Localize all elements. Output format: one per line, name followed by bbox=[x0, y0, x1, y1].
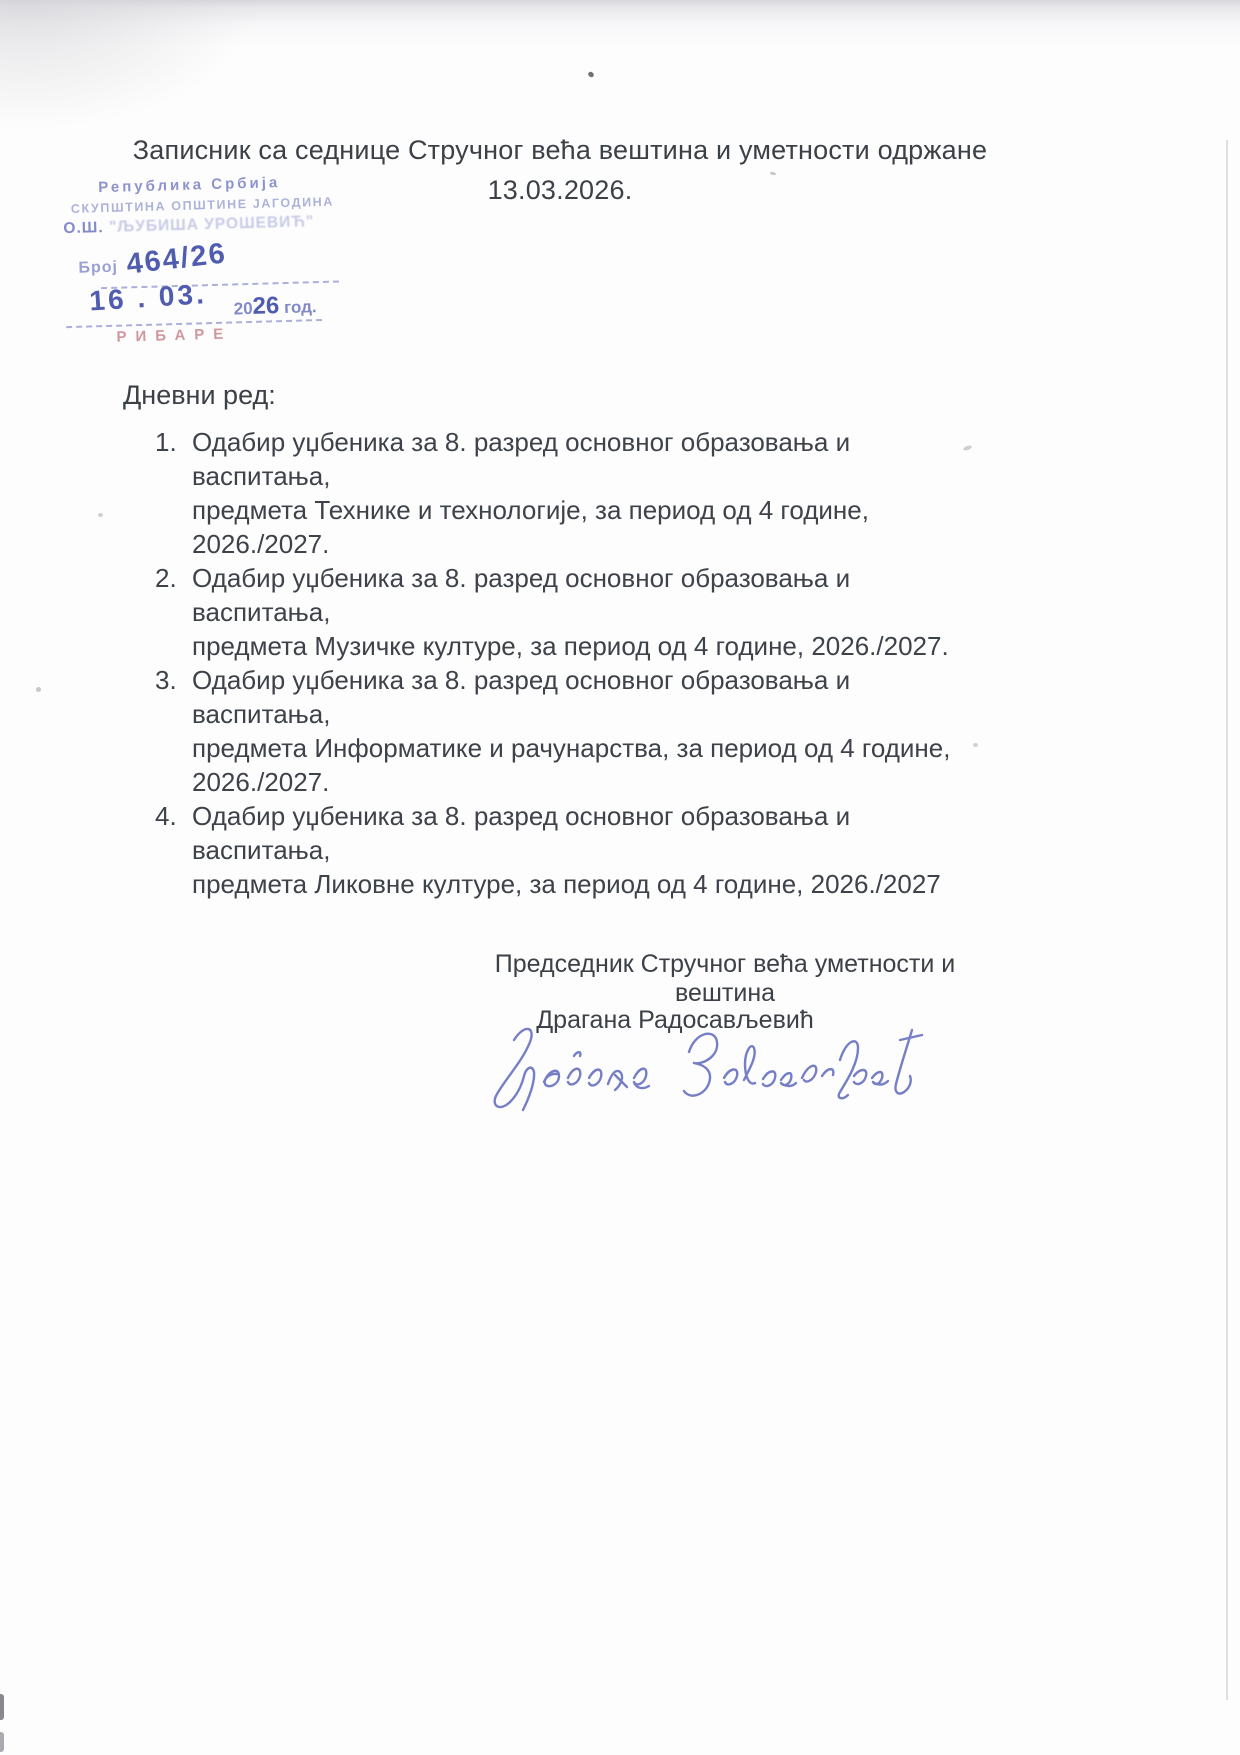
agenda-item-number: 4. bbox=[155, 801, 177, 831]
agenda-item-1 bbox=[155, 425, 985, 561]
stamp-school-title: "ЉУБИША УРОШЕВИЋ" bbox=[108, 213, 315, 236]
agenda-item-3 bbox=[155, 663, 985, 799]
stamp-year-handwritten: 26 bbox=[252, 292, 280, 320]
agenda-heading: Дневни ред: bbox=[123, 380, 276, 410]
agenda-item-line: предмета Музичке културе, за период од 4 године, 2026./2027. bbox=[192, 631, 949, 661]
agenda-item-text bbox=[192, 799, 985, 901]
scan-speck bbox=[98, 513, 103, 517]
stamp-year bbox=[233, 291, 317, 321]
agenda-item-number: 2. bbox=[155, 563, 177, 593]
scan-corner-shadow bbox=[0, 0, 260, 130]
agenda-item-line: предмета Ликовне културе, за период од 4 године, 2026./2027 bbox=[192, 869, 941, 899]
stamp-date-handwritten: 16 . 03. bbox=[88, 278, 208, 317]
signature-role-title: Председник Стручног већа уметности и вештина bbox=[494, 950, 956, 1007]
scan-right-edge-line bbox=[1226, 140, 1228, 1700]
agenda-item-text bbox=[192, 663, 985, 799]
signature-printed-name: Драгана Радосављевић bbox=[536, 1006, 814, 1034]
stamp-municipality: СКУПШТИНА ОПШТИНЕ ЈАГОДИНА bbox=[70, 194, 335, 216]
agenda-item-4 bbox=[155, 799, 985, 901]
stamp-school-name bbox=[63, 213, 314, 238]
scan-speck bbox=[36, 687, 41, 692]
agenda-item-line: предмета Технике и технологије, за период од 4 године, 2026./2027. bbox=[192, 495, 869, 559]
agenda-item-line: Одабир уџбеника за 8. разред основног образовања и васпитања, bbox=[192, 801, 851, 865]
agenda-item-line: Одабир уџбеника за 8. разред основног образовања и васпитања, bbox=[192, 563, 851, 627]
agenda-item-line: 2026./2027. bbox=[192, 767, 330, 797]
agenda-item-line: Одабир уџбеника за 8. разред основног образовања и васпитања, bbox=[192, 427, 851, 491]
agenda-item-text bbox=[192, 425, 985, 561]
stamp-number-handwritten: 464/26 bbox=[124, 237, 229, 281]
document-title-line1: Записник са седнице Стручног већа вештина и уметности одржане bbox=[132, 135, 988, 165]
scan-left-edge-mark bbox=[0, 1732, 4, 1752]
agenda-item-text bbox=[192, 561, 985, 663]
stamp-place: РИБАРЕ bbox=[116, 325, 233, 346]
agenda-item-line: предмета Информатике и рачунарства, за период од 4 године, bbox=[192, 733, 951, 763]
handwritten-signature bbox=[484, 1018, 934, 1118]
stamp-country: Република Србија bbox=[98, 174, 281, 197]
agenda-item-2 bbox=[155, 561, 985, 663]
scan-left-edge-mark bbox=[0, 1694, 4, 1720]
stamp-number-label: Број bbox=[78, 258, 119, 277]
agenda-list bbox=[155, 425, 985, 901]
scan-speck bbox=[587, 71, 595, 79]
agenda-item-line: Одабир уџбеника за 8. разред основног образовања и васпитања, bbox=[192, 665, 851, 729]
stamp-year-prefix: 20 bbox=[233, 298, 253, 319]
agenda-item-number: 3. bbox=[155, 665, 177, 695]
document-title-date: 13.03.2026. bbox=[487, 175, 633, 205]
stamp-school-prefix: О.Ш. bbox=[63, 219, 104, 238]
stamp-year-suffix: год. bbox=[283, 297, 317, 318]
agenda-item-number: 1. bbox=[155, 427, 177, 457]
